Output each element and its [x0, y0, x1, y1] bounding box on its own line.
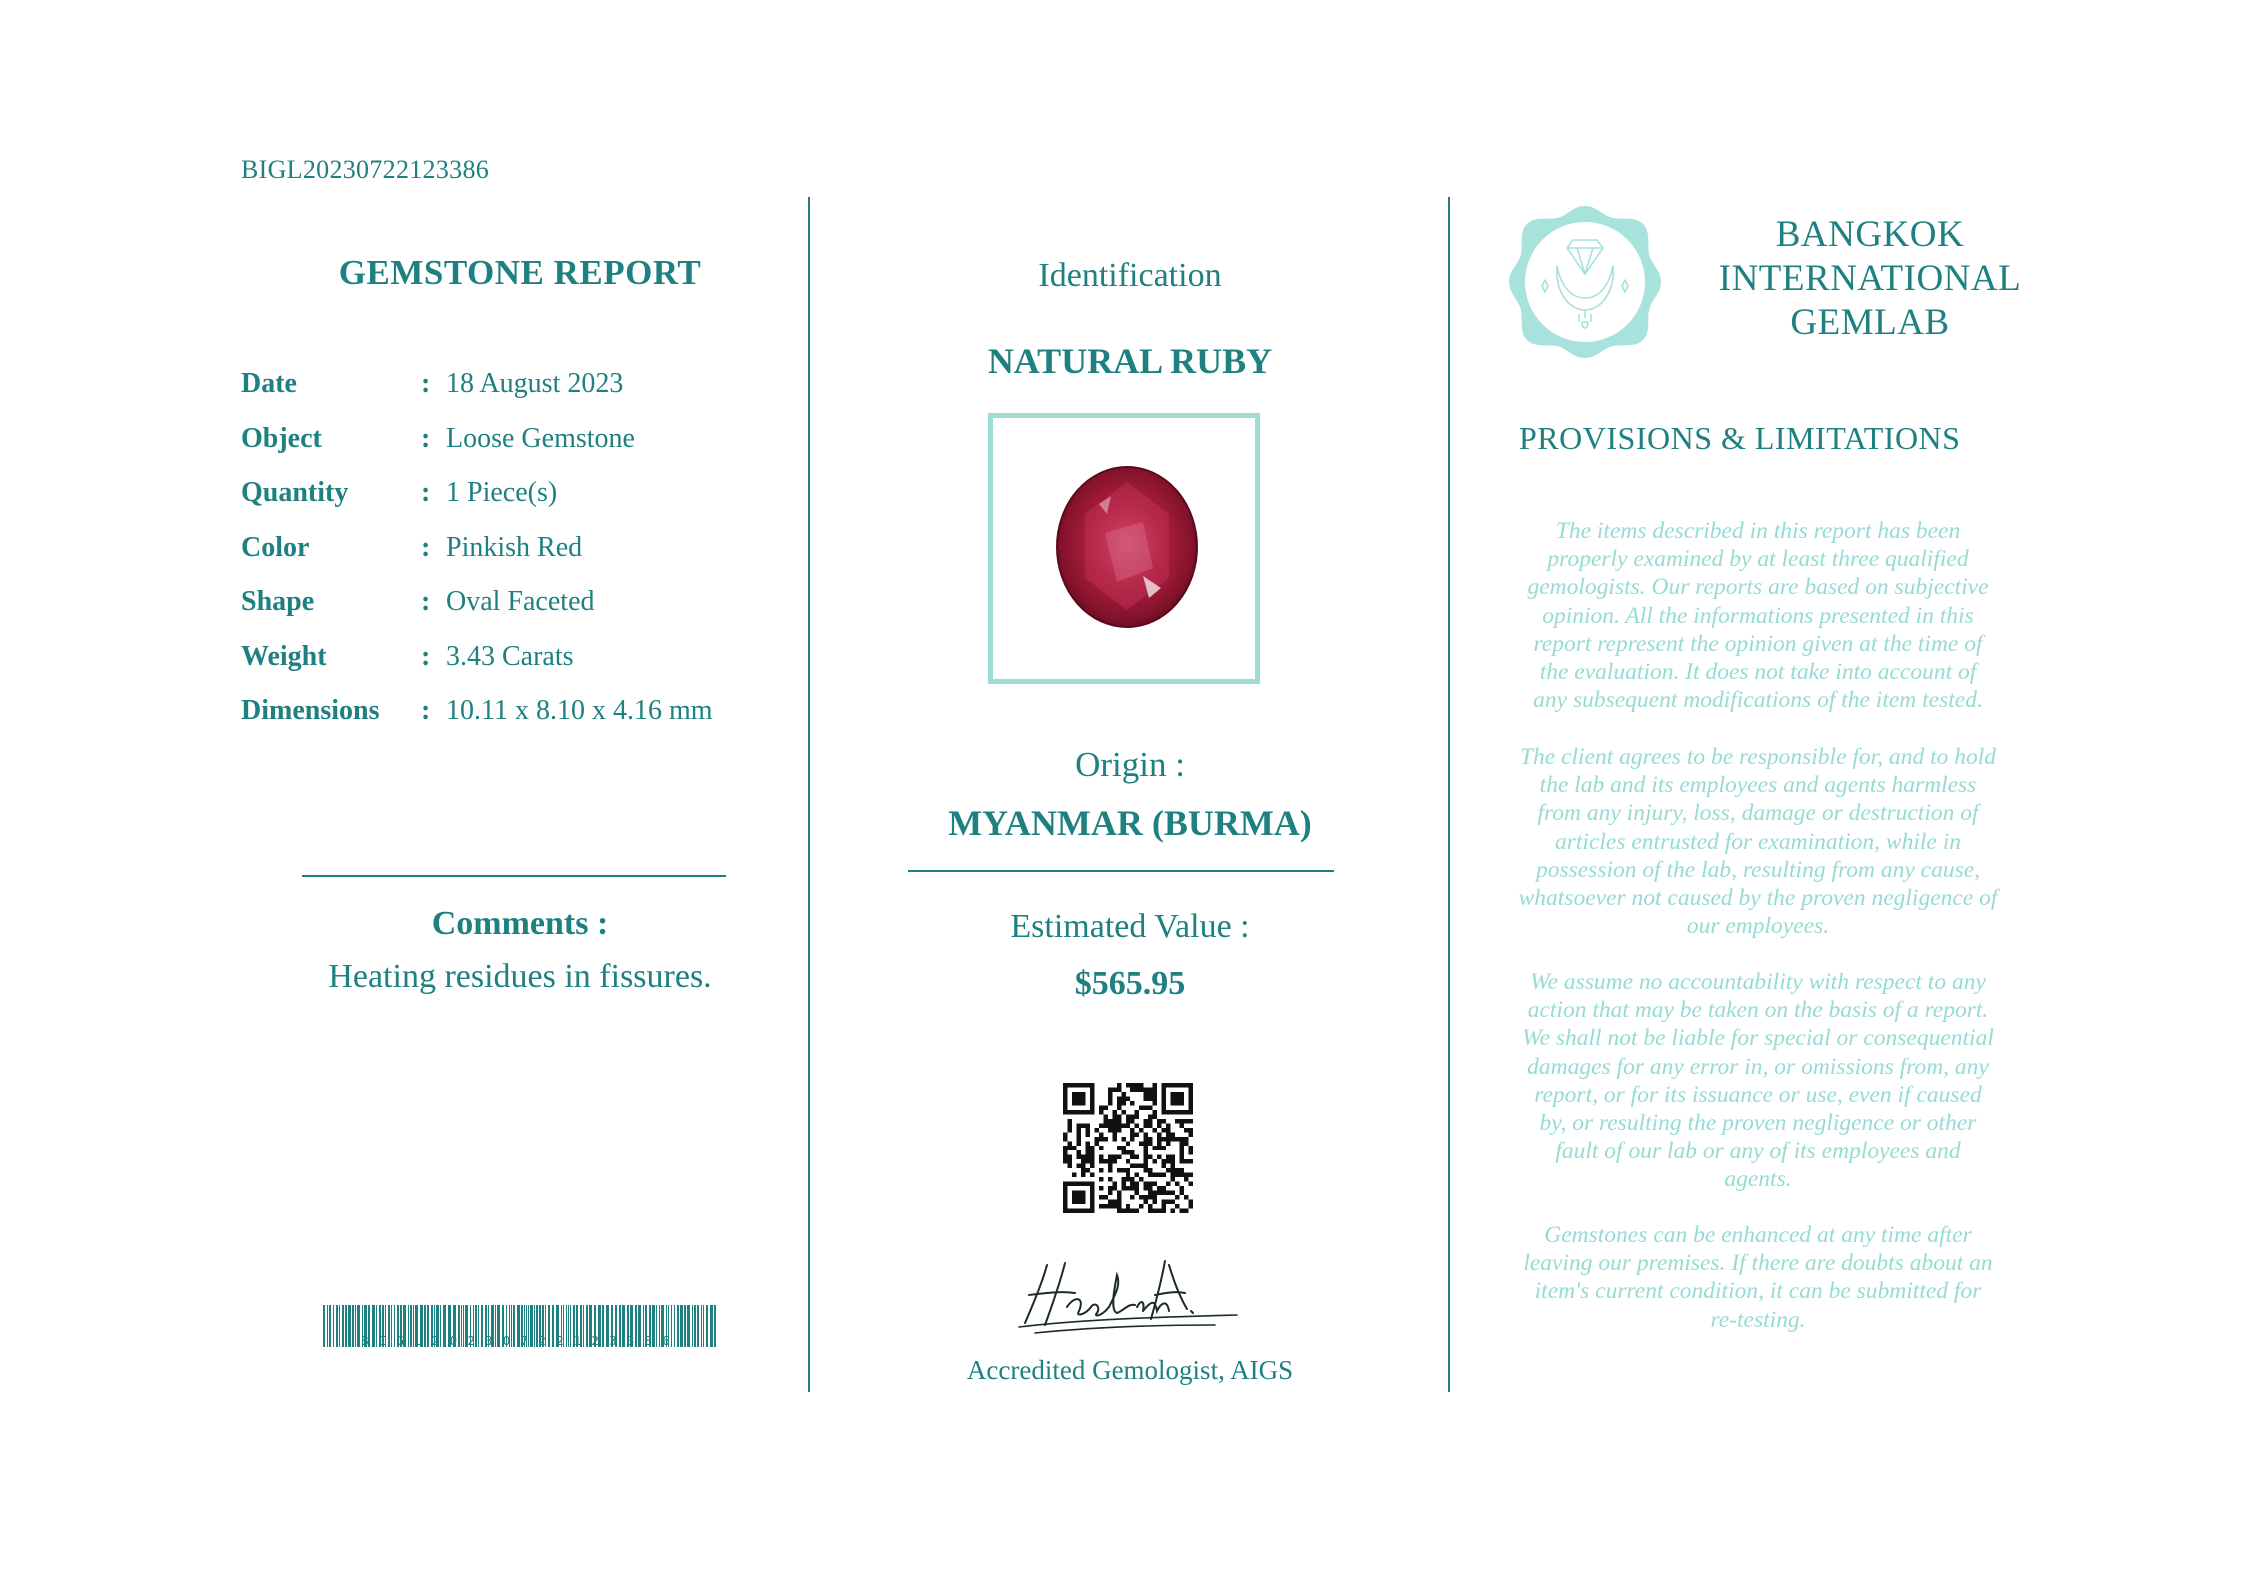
- provisions-line: the lab and its employees and agents harmless: [1539, 772, 1977, 799]
- provisions-line: leaving our premises. If there are doubts about an: [1523, 1250, 1993, 1277]
- detail-label: Date: [241, 368, 297, 399]
- gem-seal-icon: [1505, 202, 1665, 362]
- estimated-value: $565.95: [1074, 965, 1186, 1002]
- provisions-line: action that may be taken on the basis of a report.: [1527, 997, 1989, 1024]
- comments-label: Comments :: [431, 905, 609, 942]
- provisions-line: whatsoever not caused by the proven negligence of: [1518, 885, 1998, 912]
- detail-value: 3.43 Carats: [446, 640, 574, 672]
- detail-separator: :: [421, 368, 431, 399]
- provisions-line: The client agrees to be responsible for, and to hold: [1519, 744, 1997, 770]
- provisions-line: gemologists. Our reports are based on subjective: [1527, 574, 1989, 601]
- provisions-line: our employees.: [1686, 913, 1830, 940]
- detail-separator: :: [421, 531, 431, 563]
- provisions-line: Gemstones can be enhanced at any time after: [1544, 1222, 1972, 1248]
- value-divider: [908, 870, 1334, 872]
- detail-row-color: [241, 532, 761, 587]
- detail-value: Pinkish Red: [446, 531, 583, 563]
- estimated-value-label: Estimated Value :: [1010, 908, 1250, 945]
- provisions-line: report represent the opinion given at the time of: [1533, 630, 1983, 657]
- provisions-paragraph: [1495, 968, 2021, 1194]
- report-id: BIGL20230722123386: [241, 155, 490, 184]
- detail-label: Color: [241, 531, 310, 563]
- provisions-line: any subsequent modifications of the item tested.: [1533, 687, 1983, 714]
- provisions-paragraph: [1495, 517, 2021, 714]
- detail-separator: :: [421, 640, 431, 672]
- provisions-line: by, or resulting the proven negligence or other: [1539, 1110, 1977, 1137]
- detail-label: Weight: [241, 640, 327, 672]
- provisions-line: We assume no accountability with respect to any: [1530, 969, 1986, 995]
- provisions-line: articles entrusted for examination, while in: [1555, 828, 1961, 855]
- detail-row-quantity: [241, 477, 761, 532]
- detail-label: Object: [241, 422, 322, 454]
- detail-label: Dimensions: [241, 695, 380, 726]
- provisions-line: The items described in this report has been: [1555, 518, 1961, 544]
- detail-separator: :: [421, 422, 431, 454]
- barcode-text: BIGL20230722123386: [360, 1333, 681, 1348]
- origin-label: Origin :: [1075, 745, 1185, 784]
- detail-value: 18 August 2023: [446, 368, 624, 399]
- detail-separator: :: [421, 695, 431, 726]
- detail-value: 10.11 x 8.10 x 4.16 mm: [446, 695, 713, 726]
- provisions-line: possession of the lab, resulting from any cause,: [1535, 856, 1981, 883]
- provisions-line: re-testing.: [1710, 1306, 1806, 1333]
- provisions-line: from any injury, loss, damage or destruction of: [1537, 800, 1979, 827]
- detail-value: Loose Gemstone: [446, 422, 635, 454]
- detail-row-weight: [241, 641, 761, 696]
- provisions-paragraph: [1495, 743, 2021, 940]
- gemstone-image-frame: [988, 413, 1260, 684]
- provisions-line: damages for any error in, or omissions from, any: [1527, 1053, 1989, 1080]
- lab-name-line: GEMLAB: [1790, 302, 1950, 343]
- detail-label: Quantity: [241, 477, 349, 508]
- provisions-line: agents.: [1724, 1166, 1792, 1193]
- gemologist-label: Accredited Gemologist, AIGS: [966, 1355, 1294, 1385]
- provisions-paragraph: [1495, 1221, 2021, 1334]
- provisions-line: fault of our lab or any of its employees and: [1555, 1138, 1961, 1165]
- ruby-image: [993, 418, 1255, 679]
- detail-row-object: [241, 423, 761, 478]
- qr-code-icon[interactable]: [1063, 1083, 1193, 1213]
- detail-row-dimensions: [241, 695, 761, 750]
- provisions-line: item's current condition, it can be submitted for: [1534, 1278, 1982, 1305]
- detail-value: 1 Piece(s): [446, 477, 558, 508]
- provisions-line: We shall not be liable for special or consequential: [1522, 1025, 1994, 1052]
- comments-value: Heating residues in fissures.: [328, 958, 712, 995]
- lab-name-line: BANGKOK: [1775, 214, 1965, 255]
- detail-row-date: [241, 368, 761, 423]
- detail-row-shape: [241, 586, 761, 641]
- identification-value: NATURAL RUBY: [987, 341, 1273, 381]
- signature-icon: [1005, 1255, 1245, 1335]
- details-list: [241, 368, 761, 750]
- provisions-line: the evaluation. It does not take into account of: [1539, 659, 1977, 686]
- detail-separator: :: [421, 586, 431, 617]
- provisions-line: properly examined by at least three qualified: [1547, 546, 1969, 573]
- identification-label: Identification: [1038, 257, 1222, 294]
- detail-separator: :: [421, 477, 431, 508]
- provisions-line: opinion. All the informations presented in this: [1542, 602, 1974, 629]
- lab-name-line: INTERNATIONAL: [1718, 258, 2022, 299]
- provisions-line: report, or for its issuance or use, even if caused: [1534, 1081, 1982, 1108]
- comments-divider: [302, 875, 726, 877]
- lab-name: [1700, 213, 2040, 345]
- detail-value: Oval Faceted: [446, 586, 595, 617]
- report-title: GEMSTONE REPORT: [338, 253, 702, 292]
- origin-value: MYANMAR (BURMA): [948, 803, 1312, 843]
- detail-label: Shape: [241, 586, 315, 617]
- provisions-title: PROVISIONS & LIMITATIONS: [1519, 420, 1961, 456]
